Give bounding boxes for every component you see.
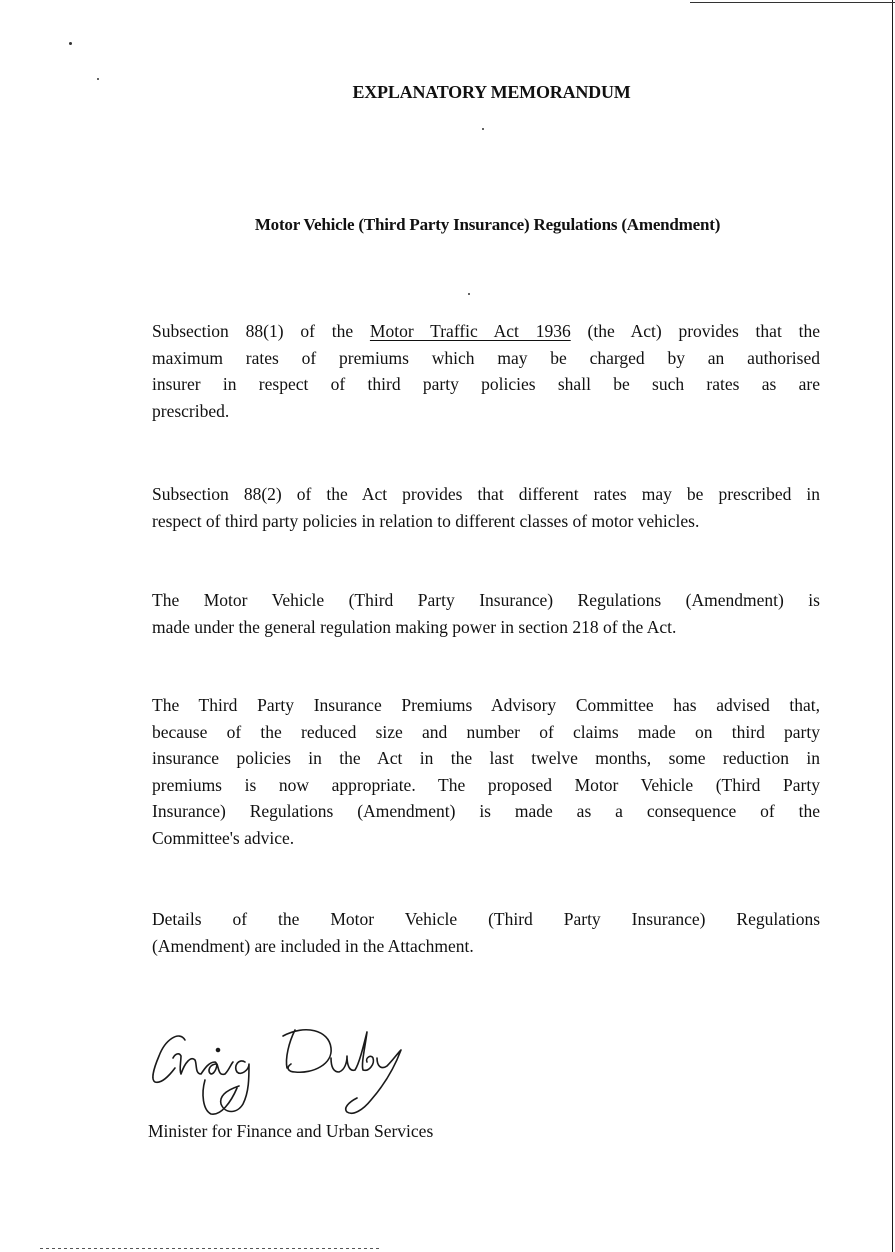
scan-edge-top — [690, 2, 895, 3]
paragraph-line: Insurance) Regulations (Amendment) is made as a consequence of the — [152, 801, 820, 821]
scan-speck — [468, 293, 470, 295]
paragraph-line: respect of third party policies in relation to different classes of motor vehicles. — [152, 510, 700, 531]
text-segment: (the Act) provides that the — [570, 321, 820, 341]
paragraph-committee-advice — [152, 692, 820, 851]
handwritten-signature — [145, 1018, 410, 1123]
paragraph-line: maximum rates of premiums which may be charged by an authorised — [152, 347, 820, 368]
paragraph-line: made under the general regulation making power in section 218 of the Act. — [152, 616, 677, 637]
paragraph-subsection-88-2 — [152, 481, 820, 534]
scan-edge-right — [892, 0, 893, 1252]
paragraph-line: insurance policies in the Act in the last twelve months, some reduction in — [152, 748, 820, 768]
signature-dot — [217, 1049, 220, 1052]
scan-speck — [69, 42, 72, 45]
paragraph-line: insurer in respect of third party policies shall be such rates as are — [152, 374, 820, 394]
scan-edge-bottom — [40, 1248, 380, 1249]
paragraph-line: (Amendment) are included in the Attachment. — [152, 935, 474, 956]
paragraph-line: Committee's advice. — [152, 827, 295, 848]
signature-stroke — [203, 1080, 237, 1114]
signature-stroke — [283, 1030, 331, 1072]
signature-stroke — [173, 1054, 233, 1075]
paragraph-line: The Third Party Insurance Premiums Advisory Committee has advised that, — [152, 695, 820, 715]
regulation-title: Motor Vehicle (Third Party Insurance) Regulations (Amendment) — [254, 215, 721, 234]
paragraph-subsection-88-1 — [152, 318, 820, 424]
paragraph-regulation-power — [152, 587, 820, 640]
act-link: Motor Traffic Act 1936 — [369, 321, 571, 341]
signature-stroke — [331, 1032, 373, 1072]
scan-speck — [97, 78, 99, 80]
signature-stroke — [221, 1061, 249, 1112]
signatory-title: Minister for Finance and Urban Services — [148, 1121, 434, 1141]
paragraph-line: The Motor Vehicle (Third Party Insurance) Regulations (Amendment) is — [152, 590, 820, 610]
paragraph-line: prescribed. — [152, 400, 230, 421]
memo-title: EXPLANATORY MEMORANDUM — [352, 82, 631, 102]
text-segment: Subsection 88(1) of the — [152, 321, 370, 341]
paragraph-line: because of the reduced size and number of claims made on third party — [152, 721, 820, 742]
paragraph-line: premiums is now appropriate. The proposed Motor Vehicle (Third Party — [152, 774, 820, 795]
scan-speck — [482, 128, 484, 130]
paragraph-line: Subsection 88(2) of the Act provides that different rates may be prescribed in — [152, 484, 820, 504]
paragraph-attachment-details — [152, 906, 820, 959]
paragraph-line — [152, 318, 820, 345]
paragraph-line: Details of the Motor Vehicle (Third Party Insurance) Regulations — [152, 909, 820, 929]
